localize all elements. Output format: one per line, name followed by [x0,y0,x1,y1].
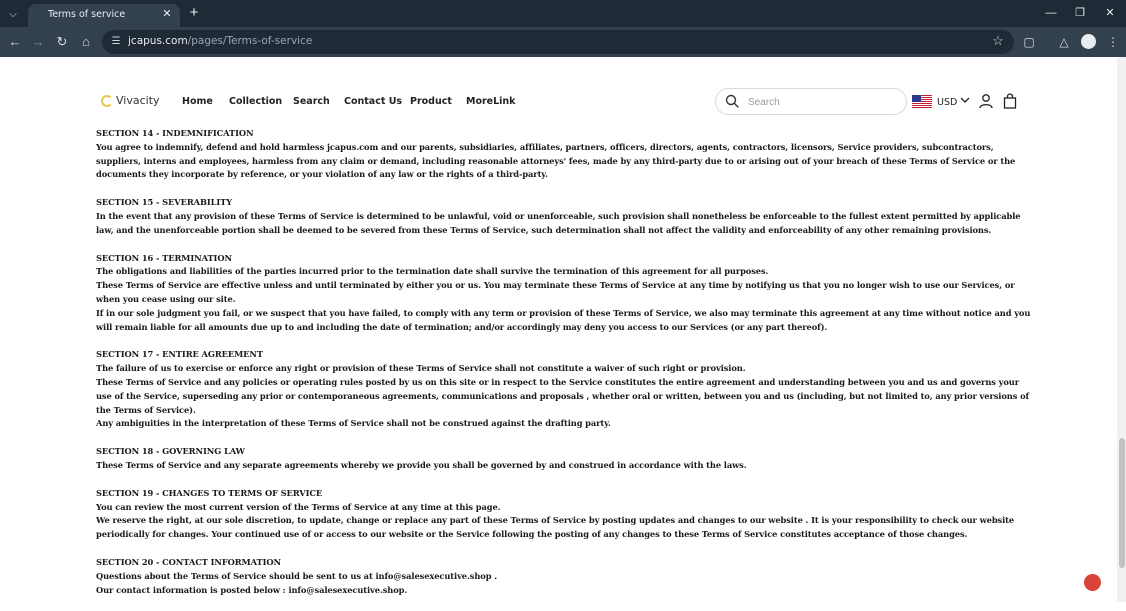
account-icon[interactable] [978,93,994,109]
section-paragraph: The failure of us to exercise or enforce any right or provision of these Terms of Service shall not constitute a waiver of such right or provision. [96,363,746,374]
extensions-icon[interactable]: ▢ [1023,35,1035,49]
nav-product[interactable]: Product [410,96,452,107]
site-header [0,57,1126,137]
nav-contact-us[interactable]: Contact Us [344,96,403,107]
terms-section [96,487,1031,542]
section-paragraph: If in our sole judgment you fail, or we suspect that you have failed, to comply with any term or provision of these Terms of Service, we also may terminate this agreement at any time without notice and you will remain liable for all amounts due up to and including the date of termination; and/or accordingly may deny you access to our Services (or any part thereof). [96,307,1031,332]
chat-widget-button[interactable] [1084,574,1101,591]
back-arrow-icon[interactable]: ← [8,34,22,49]
nav-collection[interactable]: Collection [229,96,283,107]
tab-search-chevron-icon[interactable]: ⌵ [9,8,17,20]
terms-section [96,252,1031,335]
currency-label[interactable]: USD [937,97,958,108]
section-paragraph: We reserve the right, at our sole discretion, to update, change or replace any part of these Terms of Service by posting updates and changes to our website . It is your responsibility to check our website periodically for changes. Your continued use of or access to our website or the Service following the posting of any changes to these Terms of Service constitutes acceptance of those changes. [96,515,1015,540]
section-paragraph: You can review the most current version of the Terms of Service at any time at this page. [96,501,501,512]
reload-icon[interactable]: ↻ [56,34,68,49]
browser-tab[interactable] [28,4,180,27]
restore-icon[interactable]: ❐ [1075,7,1085,19]
section-title: SECTION 18 - GOVERNING LAW [96,446,245,457]
search-input[interactable] [748,95,898,109]
menu-kebab-icon[interactable]: ⋮ [1107,35,1119,49]
section-paragraph: The obligations and liabilities of the parties incurred prior to the termination date shall survive the termination of this agreement for all purposes. [96,266,769,277]
home-icon[interactable]: ⌂ [82,34,90,49]
terms-section [96,127,1031,182]
forward-arrow-icon[interactable]: → [31,34,45,49]
section-title: SECTION 15 - SEVERABILITY [96,197,233,208]
bookmark-star-icon[interactable]: ☆ [992,33,1004,48]
search-box[interactable] [715,88,907,115]
nav-search[interactable]: Search [293,96,330,107]
cart-bag-icon[interactable] [1002,93,1018,109]
us-flag-icon[interactable] [912,95,932,108]
browser-tab-bar [0,0,1126,27]
chevron-down-icon[interactable] [960,95,970,105]
terms-section [96,348,1031,431]
terms-section [96,196,1031,237]
profile-avatar-icon[interactable] [1081,34,1096,49]
section-paragraph: Our contact information is posted below : info@salesexecutive.shop. [96,584,408,595]
section-title: SECTION 20 - CONTACT INFORMATION [96,556,281,567]
browser-toolbar [0,27,1126,57]
search-icon[interactable] [725,94,739,108]
section-paragraph: You agree to indemnify, defend and hold harmless jcapus.com and our parents, subsidiaries, affiliates, partners, officers, directors, agents, contractors, licensors, Service providers, subcontractors, suppliers, interns and employees, harmless from any claim or demand, including reasonable attorneys' fees, made by any third-party due to or arising out of your breach of these Terms of Service or the documents they incorporate by reference, or your violation of any law or the rights of a third-party. [96,141,1016,180]
address-bar[interactable] [102,30,1014,54]
nav-morelink[interactable]: MoreLink [466,96,516,107]
terms-section [96,556,1031,597]
section-paragraph: These Terms of Service and any policies or operating rules posted by us on this site or in respect to the Service constitutes the entire agreement and understanding between you and us and governs your use of the Service, superseding any prior or contemporaneous agreements, communications and proposals , whether oral or written, between you and us (including, but not limited to, any prior versions of the Terms of Service). [96,376,1029,415]
section-title: SECTION 19 - CHANGES TO TERMS OF SERVICE [96,487,323,498]
tab-close-icon[interactable]: ✕ [162,8,172,20]
section-title: SECTION 17 - ENTIRE AGREEMENT [96,349,263,360]
scrollbar-thumb[interactable] [1119,438,1125,568]
terms-content [96,128,1031,602]
minimize-icon[interactable]: — [1045,7,1057,19]
site-logo[interactable] [101,94,160,107]
terms-section [96,445,1031,473]
section-title: SECTION 16 - TERMINATION [96,252,232,263]
section-paragraph: Any ambiguities in the interpretation of these Terms of Service shall not be construed against the drafting party. [96,418,611,429]
section-paragraph: These Terms of Service and any separate agreements whereby we provide you shall be governed by and construed in accordance with the laws. [96,459,747,470]
new-tab-plus-icon[interactable]: + [189,4,199,21]
section-paragraph: Questions about the Terms of Service should be sent to us at info@salesexecutive.shop . [96,570,497,581]
logo-text: Vivacity [116,94,160,107]
labs-flask-icon[interactable]: △ [1059,35,1069,49]
logo-mark-icon [101,95,113,107]
section-paragraph: In the event that any provision of these Terms of Service is determined to be unlawful, void or unenforceable, such provision shall nonetheless be enforceable to the fullest extent permitted by applicable law, and the unenforceable portion shall be deemed to be severed from these Terms of Service, such determination shall not affect the validity and enforceability of any other remaining provisions. [96,210,1021,235]
section-paragraph: These Terms of Service are effective unless and until terminated by either you or us. You may terminate these Terms of Service at any time by notifying us that you no longer wish to use our Services, or when you cease using our site. [96,280,1015,304]
window-close-icon[interactable]: ✕ [1105,7,1115,19]
url-text[interactable]: jcapus.com/pages/Terms-of-service [128,35,313,47]
section-title: SECTION 14 - INDEMNIFICATION [96,128,254,138]
site-info-icon[interactable]: ☰ [111,36,121,47]
terms-sections [96,127,1031,611]
nav-home[interactable]: Home [182,96,213,107]
tab-title: Terms of service [48,9,126,20]
